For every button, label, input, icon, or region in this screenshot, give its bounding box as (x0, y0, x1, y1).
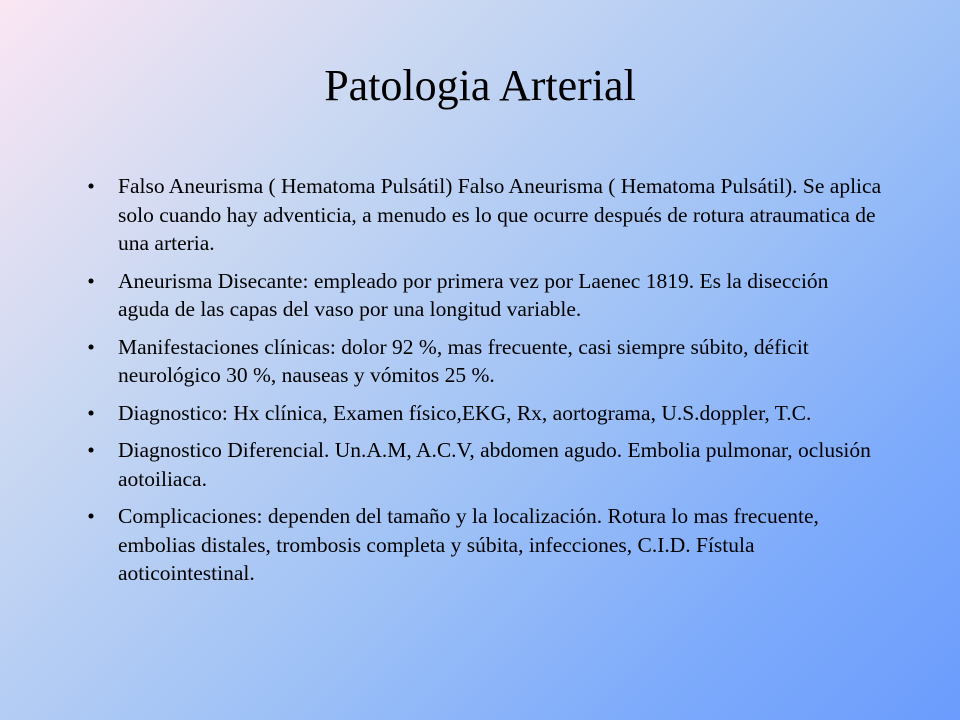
bullet-item (84, 399, 884, 428)
bullet-dot-icon: • (87, 504, 95, 528)
bullet-dot-icon: • (87, 334, 95, 359)
bullet-list (84, 172, 884, 597)
bullet-item (84, 502, 884, 588)
bullet-dot-icon: • (87, 268, 95, 293)
bullet-text: Complicaciones: dependen del tamaño y la localización. Rotura lo mas frecuente, embolias distales, trombosis completa y súbita, infecciones, C.I.D. Fístula aoticointestinal. (118, 504, 819, 585)
bullet-text: Diagnostico Diferencial. Un.A.M, A.C.V, abdomen agudo. Embolia pulmonar, oclusión aotoiliaca. (118, 438, 871, 491)
bullet-text: Aneurisma Disecante: empleado por primera vez por Laenec 1819. Es la disección aguda de las capas del vaso por una longitud variable. (118, 268, 829, 321)
bullet-dot-icon: • (87, 400, 95, 425)
bullet-item (84, 436, 884, 493)
bullet-dot-icon: • (87, 174, 95, 198)
bullet-text: Diagnostico: Hx clínica, Examen físico,EKG, Rx, aortograma, U.S.doppler, T.C. (118, 400, 812, 425)
bullet-item (84, 172, 884, 258)
bullet-item (84, 333, 884, 390)
bullet-text: Manifestaciones clínicas: dolor 92 %, mas frecuente, casi siempre súbito, déficit neurológico 30 %, nauseas y vómitos 25 %. (118, 334, 809, 387)
bullet-dot-icon: • (87, 438, 95, 462)
slide-title: Patologia Arterial (324, 61, 636, 110)
bullet-item (84, 267, 884, 324)
bullet-text: Falso Aneurisma ( Hematoma Pulsátil) Falso Aneurisma ( Hematoma Pulsátil). Se aplica solo cuando hay adventicia, a menudo es lo que ocurre después de rotura atraumatica de una arteria. (118, 174, 882, 255)
